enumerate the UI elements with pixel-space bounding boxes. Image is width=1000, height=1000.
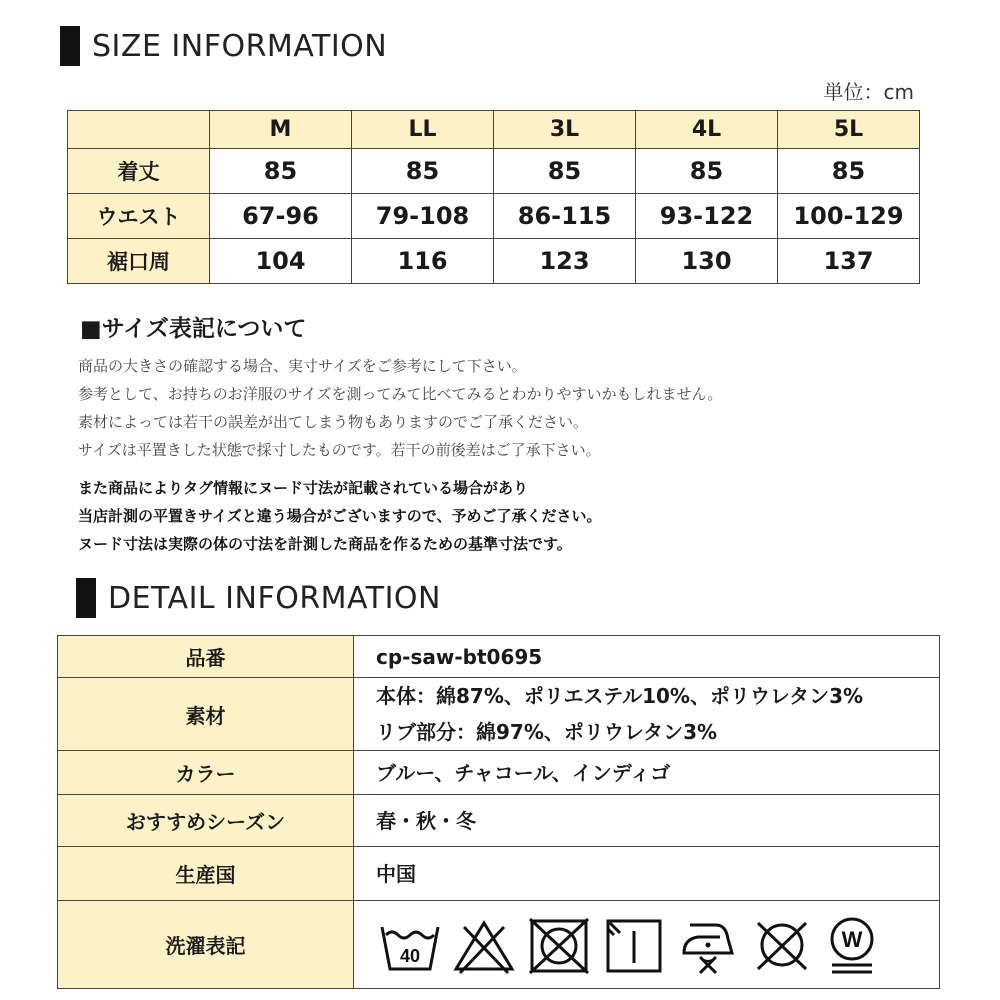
detail-value-line: ブルー、チャコール、インディゴ xyxy=(376,760,671,785)
table-cell: 85 xyxy=(778,149,920,194)
size-header-5l: 5L xyxy=(778,111,920,149)
detail-value-line: 春・秋・冬 xyxy=(376,808,476,833)
detail-label-item-number: 品番 xyxy=(58,636,354,678)
care-symbols-cell xyxy=(354,901,940,989)
detail-label-material: 素材 xyxy=(58,678,354,751)
detail-value-line: 本体：綿87%、ポリエステル10%、ポリウレタン3% xyxy=(376,684,864,708)
unit-label: 単位：cm xyxy=(823,80,914,104)
table-cell: 85 xyxy=(210,149,352,194)
table-cell: 93-122 xyxy=(636,194,778,239)
notes-title: ■サイズ表記について xyxy=(80,316,307,342)
size-section-header xyxy=(60,26,387,66)
section-marker-bar xyxy=(60,26,80,66)
table-row xyxy=(58,795,940,847)
row-label-length: 着丈 xyxy=(68,149,210,194)
wet-clean-mild-icon xyxy=(824,913,880,977)
row-label-hem: 裾口周 xyxy=(68,239,210,284)
table-cell: 67-96 xyxy=(210,194,352,239)
detail-label-origin: 生産国 xyxy=(58,847,354,901)
detail-section-header xyxy=(76,578,441,618)
wet-clean-label: W xyxy=(841,926,863,952)
table-cell: 79-108 xyxy=(352,194,494,239)
wash-temp-label: 40 xyxy=(399,945,421,966)
notes-bold-line: ヌード寸法は実際の体の寸法を計測した商品を作るための基準寸法です。 xyxy=(78,535,572,553)
table-cell: 137 xyxy=(778,239,920,284)
table-cell: 85 xyxy=(494,149,636,194)
no-dry-clean-icon xyxy=(750,913,814,977)
detail-table xyxy=(57,635,940,989)
notes-bold-block xyxy=(78,474,602,558)
table-row xyxy=(58,901,940,989)
size-section-title: SIZE INFORMATION xyxy=(92,28,388,64)
detail-value-season xyxy=(354,795,940,847)
table-row xyxy=(58,751,940,795)
table-cell: 116 xyxy=(352,239,494,284)
table-row xyxy=(68,239,920,284)
table-row xyxy=(68,194,920,239)
detail-label-care: 洗濯表記 xyxy=(58,901,354,989)
row-label-waist: ウエスト xyxy=(68,194,210,239)
line-dry-shade-icon xyxy=(602,913,666,977)
table-cell: 130 xyxy=(636,239,778,284)
iron-low-icon xyxy=(676,913,740,977)
notes-paragraphs xyxy=(78,352,722,464)
table-row xyxy=(58,678,940,751)
detail-value-material xyxy=(354,678,940,751)
table-cell: 100-129 xyxy=(778,194,920,239)
detail-value-line: cp-saw-bt0695 xyxy=(376,644,543,669)
size-header-ll: LL xyxy=(352,111,494,149)
notes-line: 参考として、お持ちのお洋服のサイズを測ってみて比べてみるとわかりやすいかもしれません。 xyxy=(78,385,723,403)
size-header-4l: 4L xyxy=(636,111,778,149)
table-cell: 104 xyxy=(210,239,352,284)
table-cell: 123 xyxy=(494,239,636,284)
no-tumble-dry-icon xyxy=(526,913,592,977)
detail-value-color xyxy=(354,751,940,795)
detail-value-item-number xyxy=(354,636,940,678)
notes-bold-line: 当店計測の平置きサイズと違う場合がございますので、予めご了承ください。 xyxy=(78,507,602,525)
table-cell: 86-115 xyxy=(494,194,636,239)
table-row xyxy=(58,636,940,678)
no-bleach-icon xyxy=(452,913,516,977)
detail-value-line: リブ部分：綿97%、ポリウレタン3% xyxy=(376,720,718,744)
wash-tub-40-icon xyxy=(378,913,442,977)
notes-line: 商品の大きさの確認する場合、実寸サイズをご参考にして下さい。 xyxy=(78,357,527,375)
size-table-corner xyxy=(68,111,210,149)
size-header-m: M xyxy=(210,111,352,149)
detail-section-title: DETAIL INFORMATION xyxy=(108,580,441,616)
size-header-3l: 3L xyxy=(494,111,636,149)
size-table-header-row xyxy=(68,111,920,149)
notes-line: 素材によっては若干の誤差が出てしまう物もありますのでご了承ください。 xyxy=(78,413,589,431)
table-cell: 85 xyxy=(636,149,778,194)
table-row xyxy=(58,847,940,901)
section-marker-bar xyxy=(76,578,96,618)
table-cell: 85 xyxy=(352,149,494,194)
detail-value-line: 中国 xyxy=(376,861,416,886)
detail-value-origin xyxy=(354,847,940,901)
notes-line: サイズは平置きした状態で採寸したものです。若干の前後差はご了承下さい。 xyxy=(78,441,601,459)
detail-label-color: カラー xyxy=(58,751,354,795)
detail-label-season: おすすめシーズン xyxy=(58,795,354,847)
notes-bold-line: また商品によりタグ情報にヌード寸法が記載されている場合があり xyxy=(78,479,529,497)
table-row xyxy=(68,149,920,194)
care-symbols xyxy=(374,913,939,977)
size-table xyxy=(67,110,920,284)
